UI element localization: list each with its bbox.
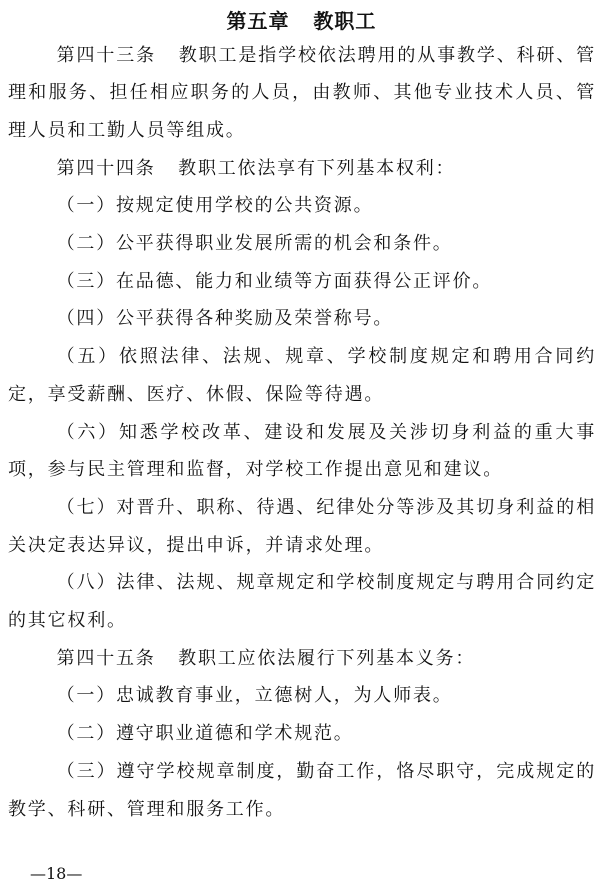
right-item-4: （四）公平获得各种奖励及荣誉称号。 xyxy=(56,308,394,330)
page-number: —18— xyxy=(30,864,83,883)
duty-item-2: （二）遵守职业道德和学术规范。 xyxy=(56,723,354,745)
article-44: 第四十四条 教职工依法享有下列基本权利： xyxy=(56,157,456,179)
right-item-5: （五）依照法律、法规、规章、学校制度规定和聘用合同约定，享受薪酬、医疗、休假、保险等待遇。 xyxy=(8,346,596,405)
chapter-title: 第五章 教职工 xyxy=(226,9,377,33)
right-item-8: （八）法律、法规、规章规定和学校制度规定与聘用合同约定的其它权利。 xyxy=(8,572,596,632)
body-text xyxy=(8,37,596,829)
right-item-6: （六）知悉学校改革、建设和发展及关涉切身利益的重大事项，参与民主管理和监督，对学校工作提出意见和建议。 xyxy=(8,421,596,481)
duty-item-1: （一）忠诚教育事业，立德树人，为人师表。 xyxy=(56,685,453,707)
right-item-1: （一）按规定使用学校的公共资源。 xyxy=(56,195,374,217)
right-item-7: （七）对晋升、职称、待遇、纪律处分等涉及其切身利益的相关决定表达异议，提出申诉，并请求处理。 xyxy=(8,496,596,556)
duty-item-3: （三）遵守学校规章制度，勤奋工作，恪尽职守，完成规定的教学、科研、管理和服务工作。 xyxy=(8,760,596,820)
article-43: 第四十三条 教职工是指学校依法聘用的从事教学、科研、管理和服务、担任相应职务的人员，由教师、其他专业技术人员、管理人员和工勤人员等组成。 xyxy=(8,44,596,141)
article-45: 第四十五条 教职工应依法履行下列基本义务： xyxy=(56,647,476,669)
right-item-3: （三）在品德、能力和业绩等方面获得公正评价。 xyxy=(56,270,493,292)
right-item-2: （二）公平获得职业发展所需的机会和条件。 xyxy=(56,233,453,255)
